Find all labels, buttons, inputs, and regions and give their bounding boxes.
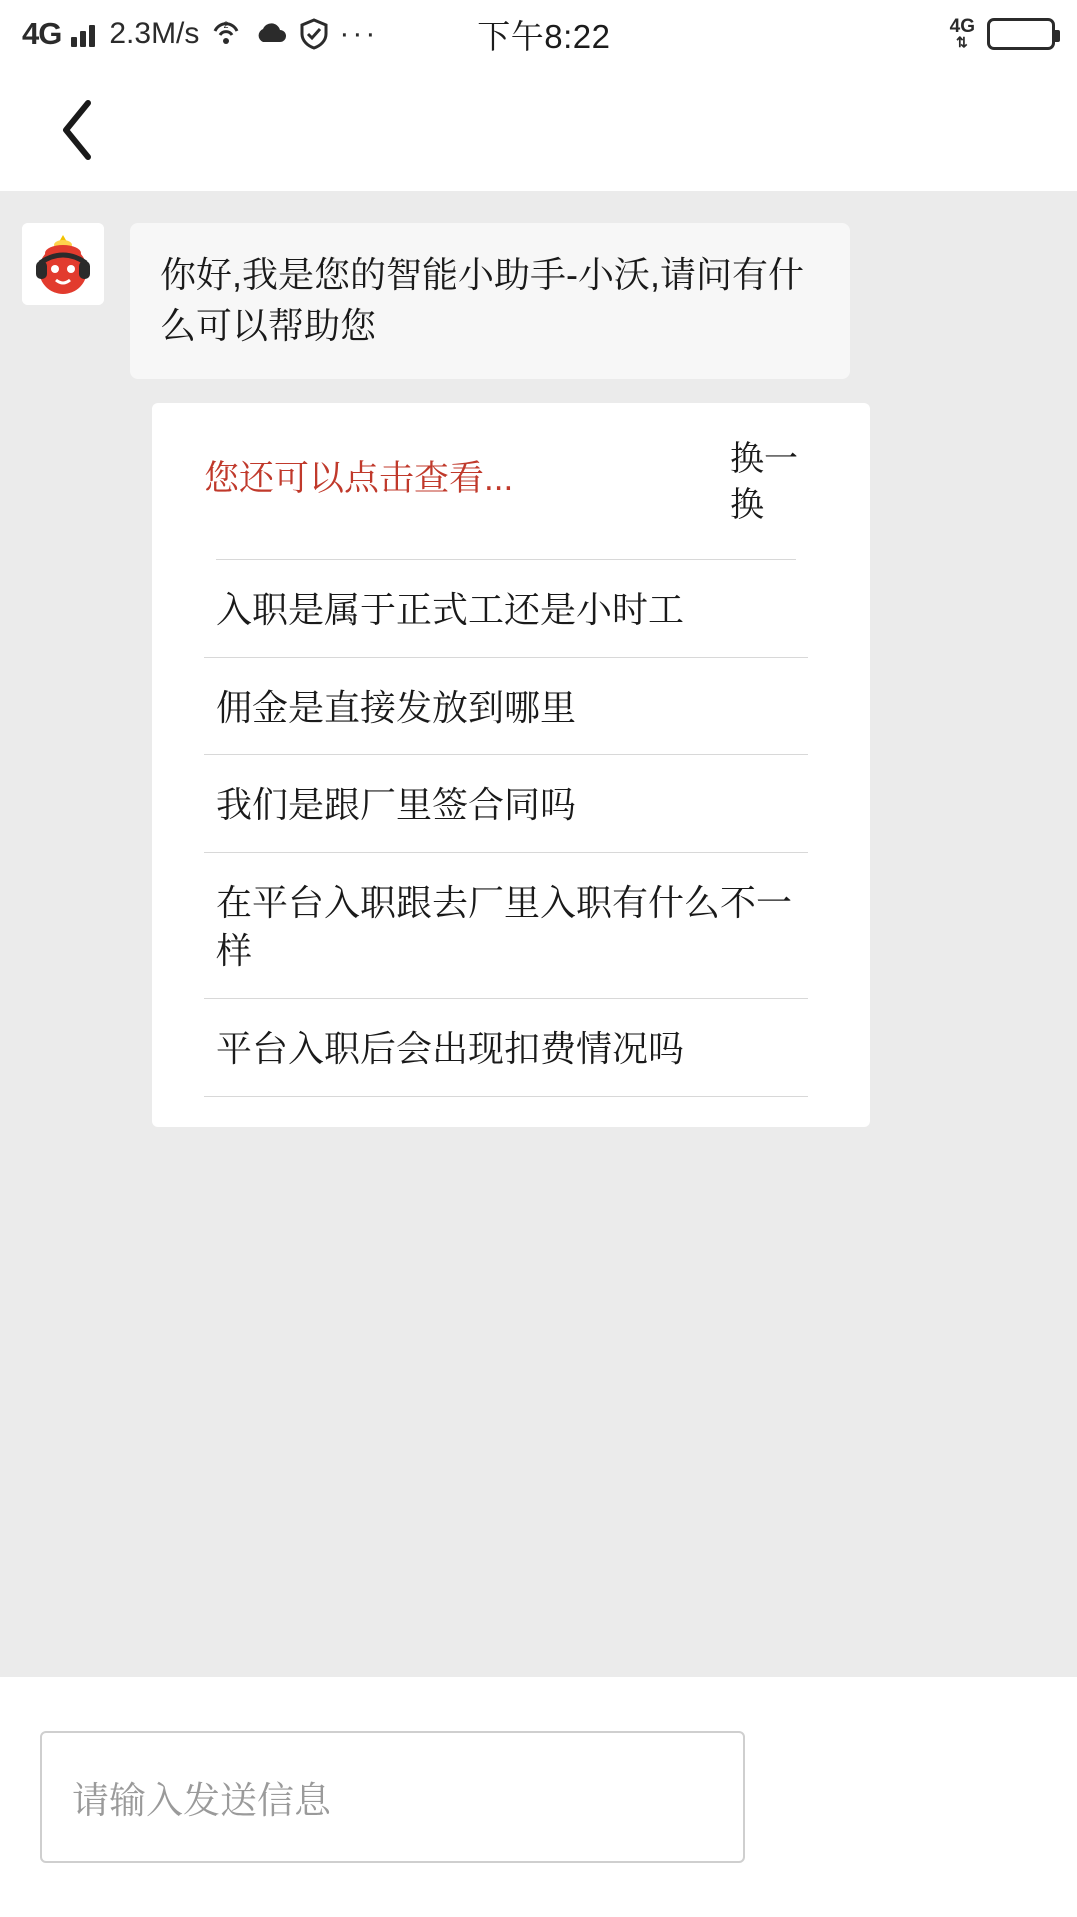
signal-bars-icon [71,21,95,47]
message-input-bar [0,1677,1077,1917]
message-input-field[interactable] [40,1731,745,1863]
suggestion-item[interactable]: 在平台入职跟去厂里入职有什么不一样 [204,853,808,999]
suggestion-item[interactable]: 平台入职后会出现扣费情况吗 [204,999,808,1097]
shield-icon [299,18,329,50]
chevron-left-icon [56,95,98,165]
weather-cloud-icon [253,20,289,48]
back-button[interactable] [42,95,112,165]
refresh-suggestions-button[interactable]: 换一换 [730,440,798,525]
svg-text:2: 2 [223,20,229,30]
more-dots-icon: ··· [339,17,379,50]
suggestion-card-title: 您还可以点击查看... [204,459,514,499]
message-input-placeholder: 请输入发送信息 [72,1780,331,1821]
navigation-bar [0,68,1077,191]
suggestion-item[interactable]: 佣金是直接发放到哪里 [204,658,808,756]
hotspot-icon [209,19,243,49]
status-bar-right [950,18,1055,50]
status-bar-clock: 下午8:22 [477,17,611,55]
data-arrows-icon: ⇅ [955,34,969,51]
secondary-network-label: 4G [949,16,975,38]
avatar-robot-icon [22,223,104,305]
chat-scroll-area[interactable] [0,191,1077,1677]
suggestion-item[interactable]: 我们是跟厂里签合同吗 [204,755,808,853]
suggestion-card-header [204,437,808,529]
assistant-avatar[interactable] [22,223,104,305]
status-bar [0,0,1077,68]
suggestion-card [152,403,870,1126]
network-speed-label: 2.3M/s [109,17,200,50]
battery-icon [987,18,1055,50]
secondary-network-icon [950,18,975,49]
suggestion-item[interactable]: 入职是属于正式工还是小时工 [204,560,808,658]
network-type-label: 4G [22,16,62,51]
assistant-message-bubble: 你好,我是您的智能小助手-小沃,请问有什么可以帮助您 [130,223,850,379]
status-bar-left [22,16,378,52]
assistant-message-row [0,213,1077,379]
